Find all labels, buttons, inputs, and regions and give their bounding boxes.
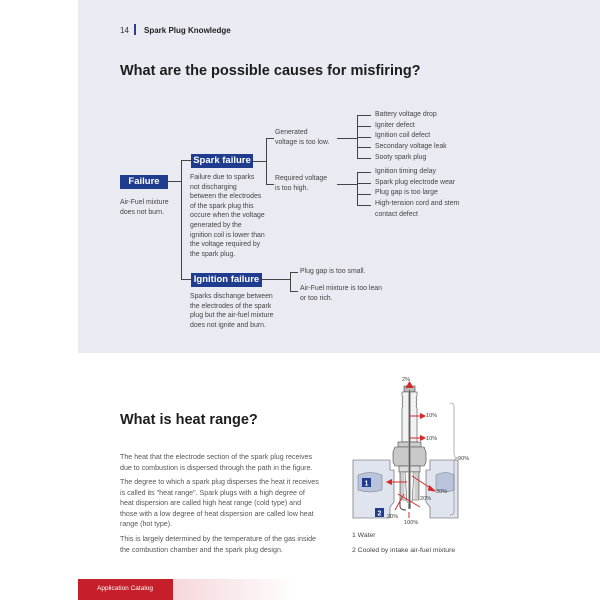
header-separator <box>134 24 136 35</box>
cause-item: Ignition coil defect <box>375 132 431 140</box>
percent-side: 90% <box>458 456 470 462</box>
cause-item: High-tension cord and stem <box>375 200 460 208</box>
spark-failure-box: Spark failure <box>191 154 253 168</box>
legend-water: 1 Water <box>352 532 376 539</box>
ignition-failure-box: Ignition failure <box>191 273 262 287</box>
percent-middle: 10% <box>426 436 438 442</box>
ignition-failure-description: Sparks dischange between the electrodes of the spark plug but the air-fuel mixture does not ignite and burn. <box>190 293 274 329</box>
ignition-cause-gap: Plug gap is too small. <box>300 268 366 275</box>
heat-paragraph-1: The heat that the electrode section of the spark plug receives due to combustion is dispersed through the path in the figure. <box>120 453 313 472</box>
cause-item: Battery voltage drop <box>375 111 437 118</box>
marker-2: 2 <box>377 510 382 518</box>
percent-left: 20% <box>387 514 399 520</box>
page-number: 14 <box>120 26 129 35</box>
cause-item: Igniter defect <box>375 121 415 129</box>
generated-causes-list <box>375 110 447 164</box>
percent-lower: 20% <box>420 496 432 502</box>
failure-note: Air-Fuel mixture does not burn. <box>120 199 169 216</box>
required-voltage-label: Required voltage is too high. <box>275 175 328 192</box>
misfire-title: What are the possible causes for misfiring? <box>120 63 421 79</box>
spark-failure-description: Failure due to sparks not discharging between the electrodes of the spark plug this occure when the voltage generated by the ignition coil is lower than the voltage required by the spark plug. <box>190 174 265 258</box>
heat-paragraph-2: The degree to which a spark plug disperses the heat it receives is called its "heat range". Spark plugs with a high degree of heat dispersion are called high heat range (cold type) and those with a low degree of heat dispersion are called low heat range (hot type). <box>120 478 319 529</box>
percent-top: 2% <box>402 377 411 383</box>
required-causes-list <box>375 167 459 221</box>
heat-range-title: What is heat range? <box>120 412 258 428</box>
marker-1: 1 <box>364 480 369 488</box>
cause-item: Plug gap is too large <box>375 189 438 197</box>
cause-item: Secondary voltage leak <box>375 143 447 151</box>
cause-item: contact defect <box>375 210 418 218</box>
cause-item: Sooty spark plug <box>375 153 427 161</box>
section-title: Spark Plug Knowledge <box>144 26 231 35</box>
cause-item: Spark plug electrode wear <box>375 178 456 186</box>
legend-intake: 2 Cooled by intake air-fuel mixture <box>352 547 456 554</box>
percent-upper: 10% <box>426 413 438 419</box>
footer-catalog: Application Catalog <box>97 585 154 592</box>
spark-plug-heat-figure <box>350 372 480 532</box>
ignition-cause-mixture: Air-Fuel mixture is too lean or too rich. <box>300 285 382 302</box>
failure-box: Failure <box>120 175 168 189</box>
cause-item: Ignition timing delay <box>375 168 436 175</box>
percent-bottom: 100% <box>404 520 419 526</box>
footer-bar <box>78 579 600 600</box>
percent-seat: 30% <box>436 489 448 495</box>
generated-voltage-label: Generated voltage is too low. <box>275 129 330 146</box>
heat-paragraph-3: This is largely determined by the temperature of the gas inside the combustion chamber and the spark plug design. <box>120 535 316 554</box>
